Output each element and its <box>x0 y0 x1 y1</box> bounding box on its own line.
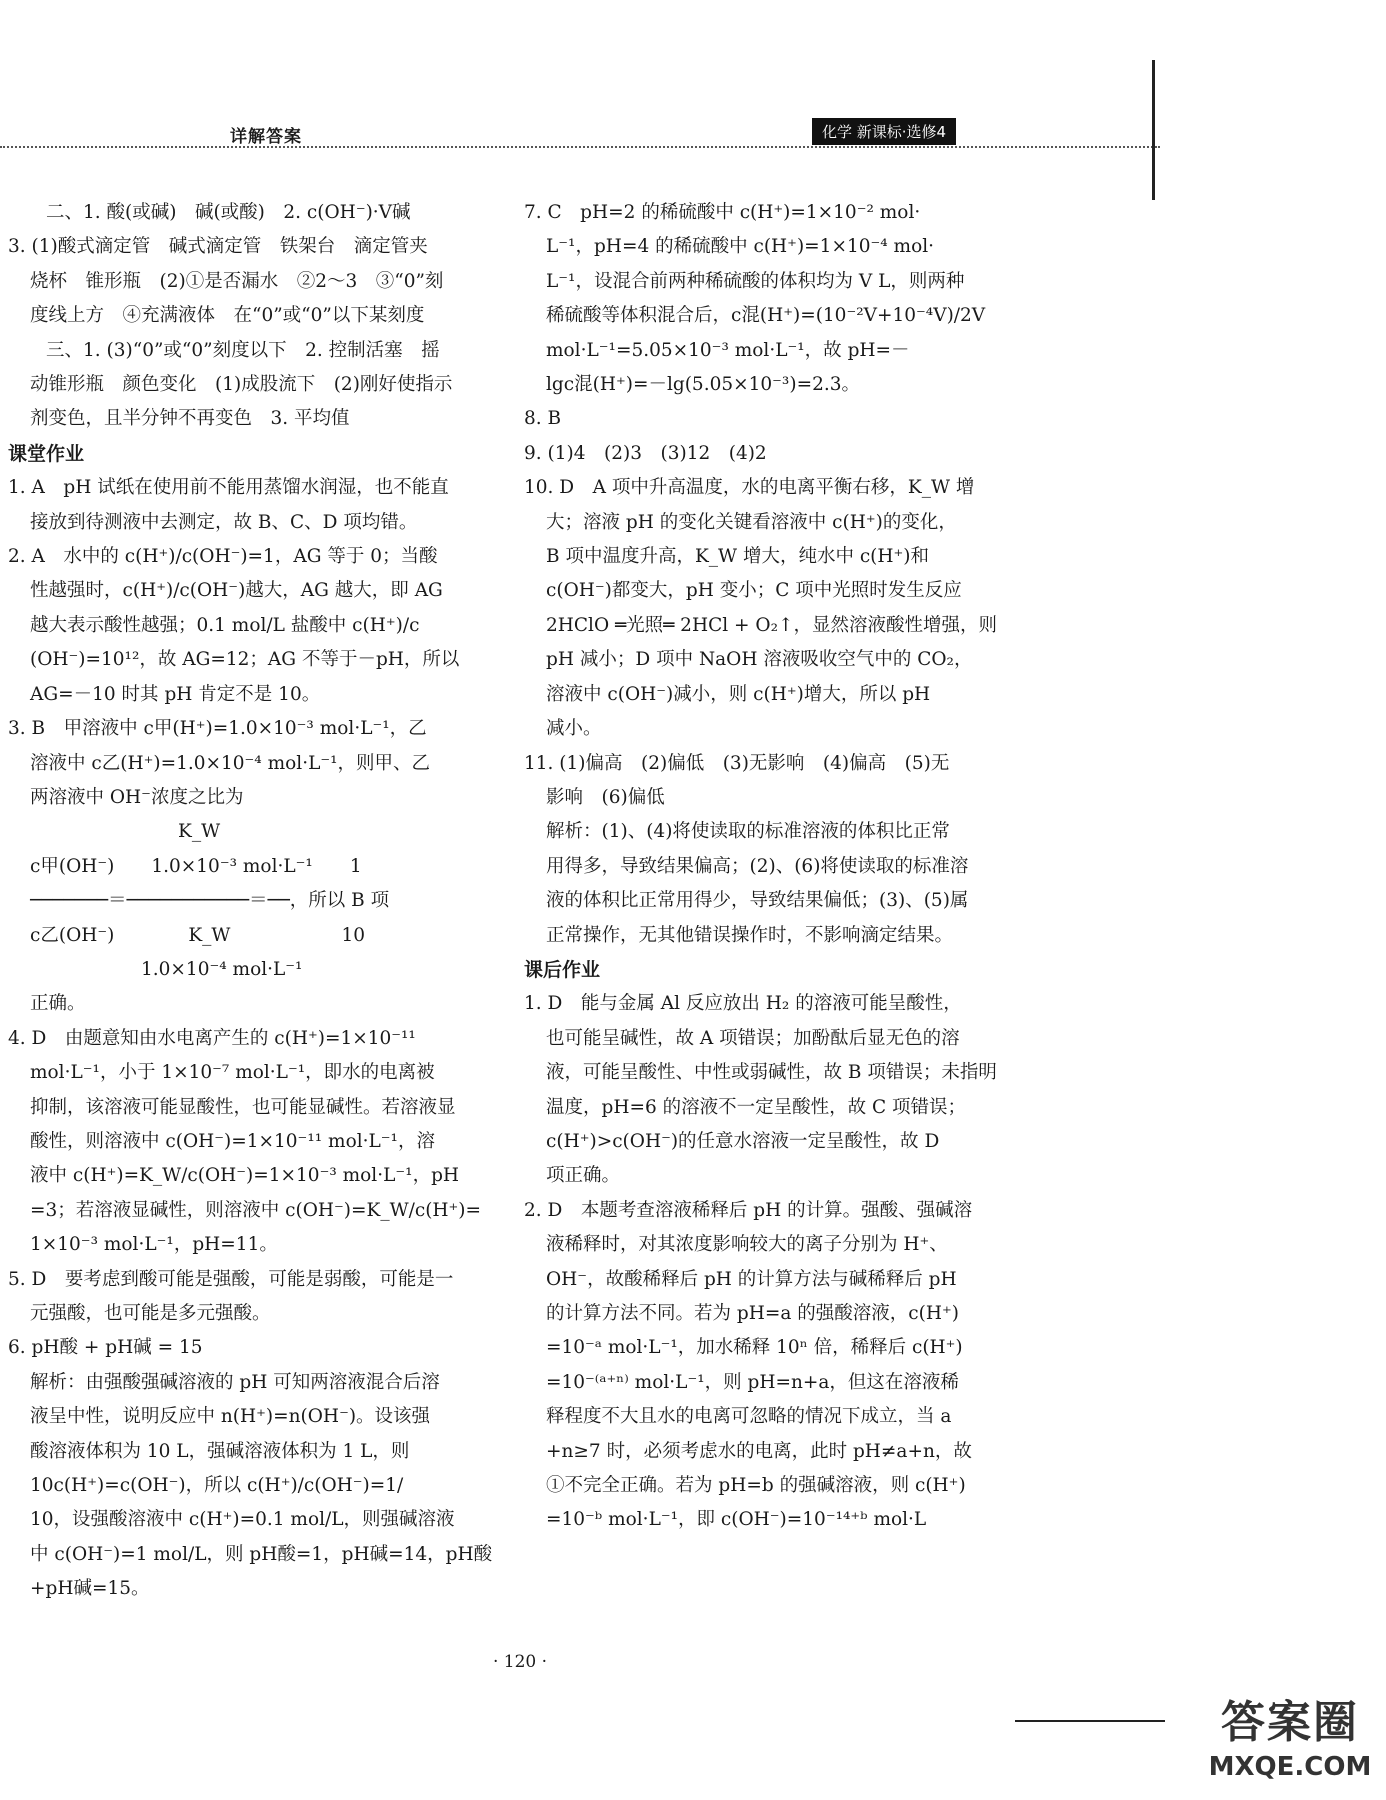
text-line: 项正确。 <box>546 1165 621 1187</box>
text-line: 释程度不大且水的电离可忽略的情况下成立，当 a <box>546 1406 952 1428</box>
text-line: 度线上方 ④充满液体 在“0”或“0”以下某刻度 <box>30 305 425 327</box>
text-line: 的计算方法不同。若为 pH=a 的强酸溶液，c(H⁺) <box>546 1303 959 1324</box>
text-line: 10，设强酸溶液中 c(H⁺)=0.1 mol/L，则强碱溶液 <box>30 1509 455 1531</box>
text-line: 越大表示酸性越强；0.1 mol/L 盐酸中 c(H⁺)/c <box>30 614 420 636</box>
text-line: c(H⁺)>c(OH⁻)的任意水溶液一定呈酸性，故 D <box>546 1130 940 1152</box>
text-line: 1×10⁻³ mol·L⁻¹，pH=11。 <box>30 1234 278 1256</box>
text-line: pH 减小；D 项中 NaOH 溶液吸收空气中的 CO₂， <box>546 649 973 671</box>
answer-item: 2. A 水中的 c(H⁺)/c(OH⁻)=1，AG 等于 0；当酸 <box>8 546 438 568</box>
text-line: 元强酸，也可能是多元强酸。 <box>30 1303 271 1324</box>
text-line: 2HClO ═光照═ 2HCl + O₂↑，显然溶液酸性增强，则 <box>546 614 998 636</box>
text-line: 1.0×10⁻⁴ mol·L⁻¹ <box>30 958 303 980</box>
text-line: =3；若溶液显碱性，则溶液中 c(OH⁻)=K_W/c(H⁺)= <box>30 1199 482 1221</box>
text-line: 解析：由强酸强碱溶液的 pH 可知两溶液混合后溶 <box>30 1371 440 1393</box>
answer-item: 1. A pH 试纸在使用前不能用蒸馏水润湿，也不能直 <box>8 477 449 499</box>
text-line: 正常操作，无其他错误操作时，不影响滴定结果。 <box>546 924 954 946</box>
text-line: 溶液中 c(OH⁻)减小，则 c(H⁺)增大，所以 pH <box>546 683 931 705</box>
watermark-logo <box>1200 1695 1380 1795</box>
answer-item: 5. D 要考虑到酸可能是强酸，可能是弱酸，可能是一 <box>8 1268 454 1290</box>
text-line: 用得多，导致结果偏高；(2)、(6)将使读取的标准溶 <box>546 855 969 877</box>
text-line: =10⁻ᵃ mol·L⁻¹，加水稀释 10ⁿ 倍，稀释后 c(H⁺) <box>546 1337 963 1359</box>
text-line: 10c(H⁺)=c(OH⁻)，所以 c(H⁺)/c(OH⁻)=1/ <box>30 1475 404 1497</box>
text-line: 稀硫酸等体积混合后，c混(H⁺)=(10⁻²V+10⁻⁴V)/2V <box>546 305 986 327</box>
text-line: 剂变色，且半分钟不再变色 3. 平均值 <box>30 408 350 430</box>
text-line: 性越强时，c(H⁺)/c(OH⁻)越大，AG 越大，即 AG <box>30 580 443 602</box>
text-line: 也可能呈碱性，故 A 项错误；加酚酞后显无色的溶 <box>546 1027 960 1049</box>
text-line: (OH⁻)=10¹²，故 AG=12；AG 不等于－pH，所以 <box>30 649 460 671</box>
text-line: 烧杯 锥形瓶 (2)①是否漏水 ②2～3 ③“0”刻 <box>30 270 444 292</box>
text-line: L⁻¹，设混合前两种稀硫酸的体积均为 V L，则两种 <box>546 270 965 292</box>
text-line: 液中 c(H⁺)=K_W/c(OH⁻)=1×10⁻³ mol·L⁻¹，pH <box>30 1165 460 1187</box>
text-line: ───────＝───────────＝──，所以 B 项 <box>30 890 390 912</box>
page-number: · 120 · <box>492 1652 548 1672</box>
answer-item: 4. D 由题意知由水电离产生的 c(H⁺)=1×10⁻¹¹ <box>8 1027 416 1049</box>
text-line: mol·L⁻¹，小于 1×10⁻⁷ mol·L⁻¹，即水的电离被 <box>30 1062 435 1084</box>
answer-item: 7. C pH=2 的稀硫酸中 c(H⁺)=1×10⁻² mol· <box>524 202 921 223</box>
answer-item: 6. pH酸 + pH碱 = 15 <box>8 1337 203 1359</box>
footer-divider <box>1015 1720 1165 1722</box>
text-line: 中 c(OH⁻)=1 mol/L，则 pH酸=1，pH碱=14，pH酸 <box>30 1543 493 1565</box>
text-line: lgc混(H⁺)=－lg(5.05×10⁻³)=2.3。 <box>546 374 860 396</box>
header-subject-tag: 化学 新课标·选修4 <box>812 118 956 145</box>
text-line: 抑制，该溶液可能显酸性，也可能显碱性。若溶液显 <box>30 1096 456 1118</box>
text-line: K_W <box>30 821 221 843</box>
answer-item: 8. B <box>524 408 562 430</box>
answer-item: 10. D A 项中升高温度，水的电离平衡右移，K_W 增 <box>524 477 975 499</box>
text-line: =10⁻ᵇ mol·L⁻¹，即 c(OH⁻)=10⁻¹⁴⁺ᵇ mol·L <box>546 1509 927 1531</box>
text-line: =10⁻⁽ᵃ⁺ⁿ⁾ mol·L⁻¹，则 pH=n+a，但这在溶液稀 <box>546 1371 959 1393</box>
answer-item: 9. (1)4 (2)3 (3)12 (4)2 <box>524 442 767 464</box>
text-line: OH⁻，故酸稀释后 pH 的计算方法与碱稀释后 pH <box>546 1268 957 1290</box>
text-line: c甲(OH⁻) 1.0×10⁻³ mol·L⁻¹ 1 <box>30 855 362 877</box>
text-line: 接放到待测液中去测定，故 B、C、D 项均错。 <box>30 511 418 533</box>
text-line: 酸性，则溶液中 c(OH⁻)=1×10⁻¹¹ mol·L⁻¹，溶 <box>30 1130 435 1152</box>
answer-item: 3. B 甲溶液中 c甲(H⁺)=1.0×10⁻³ mol·L⁻¹，乙 <box>8 718 427 740</box>
text-line: ①不完全正确。若为 pH=b 的强碱溶液，则 c(H⁺) <box>546 1475 966 1497</box>
text-line: L⁻¹，pH=4 的稀硫酸中 c(H⁺)=1×10⁻⁴ mol· <box>546 236 935 258</box>
text-line: 正确。 <box>30 993 86 1015</box>
right-column <box>524 196 1022 1538</box>
text-line: 三、1. (3)“0”或“0”刻度以下 2. 控制活塞 摇 <box>46 339 440 361</box>
text-line: 液的体积比正常用得少，导致结果偏低；(3)、(5)属 <box>546 890 969 912</box>
text-line: 二、1. 酸(或碱) 碱(或酸) 2. c(OH⁻)·V碱 <box>46 202 411 223</box>
answer-item: 11. (1)偏高 (2)偏低 (3)无影响 (4)偏高 (5)无 <box>524 752 950 774</box>
left-column <box>8 196 498 1607</box>
text-line: 减小。 <box>546 718 602 740</box>
text-line: 两溶液中 OH⁻浓度之比为 <box>30 786 244 808</box>
text-line: 液，可能呈酸性、中性或弱碱性，故 B 项错误；未指明 <box>546 1062 997 1084</box>
text-line: 液稀释时，对其浓度影响较大的离子分别为 H⁺、 <box>546 1234 948 1256</box>
text-line: +n≥7 时，必须考虑水的电离，此时 pH≠a+n，故 <box>546 1440 972 1462</box>
text-line: +pH碱=15。 <box>30 1578 150 1600</box>
text-line: AG=－10 时其 pH 肯定不是 10。 <box>30 683 321 705</box>
text-line: 解析：(1)、(4)将使读取的标准溶液的体积比正常 <box>546 821 950 843</box>
answer-item: 3. (1)酸式滴定管 碱式滴定管 铁架台 滴定管夹 <box>8 236 428 258</box>
text-line: mol·L⁻¹=5.05×10⁻³ mol·L⁻¹，故 pH=－ <box>546 339 910 361</box>
text-line: 大；溶液 pH 的变化关键看溶液中 c(H⁺)的变化， <box>546 511 957 533</box>
text-line: 酸溶液体积为 10 L，强碱溶液体积为 1 L，则 <box>30 1440 410 1462</box>
text-line: 温度，pH=6 的溶液不一定呈酸性，故 C 项错误； <box>546 1096 967 1118</box>
text-line: c(OH⁻)都变大，pH 变小；C 项中光照时发生反应 <box>546 580 962 602</box>
header-section-title: 详解答案 <box>230 127 302 147</box>
text-line: 溶液中 c乙(H⁺)=1.0×10⁻⁴ mol·L⁻¹，则甲、乙 <box>30 752 431 774</box>
text-line: 动锥形瓶 颜色变化 (1)成股流下 (2)刚好使指示 <box>30 374 453 396</box>
watermark-logo-text: 答案圈 <box>1221 1697 1359 1748</box>
text-line: B 项中温度升高，K_W 增大，纯水中 c(H⁺)和 <box>546 546 930 568</box>
header-divider <box>0 146 1160 148</box>
watermark-url: MXQE.COM <box>1208 1752 1372 1782</box>
section-heading: 课后作业 <box>524 958 601 981</box>
section-heading: 课堂作业 <box>8 442 85 465</box>
text-line: c乙(OH⁻) K_W 10 <box>30 924 365 946</box>
margin-rule <box>1152 60 1155 200</box>
text-line: 影响 (6)偏低 <box>546 786 665 808</box>
text-line: 液呈中性，说明反应中 n(H⁺)=n(OH⁻)。设该强 <box>30 1406 431 1428</box>
answer-item: 2. D 本题考查溶液稀释后 pH 的计算。强酸、强碱溶 <box>524 1199 973 1221</box>
answer-item: 1. D 能与金属 Al 反应放出 H₂ 的溶液可能呈酸性， <box>524 993 962 1015</box>
